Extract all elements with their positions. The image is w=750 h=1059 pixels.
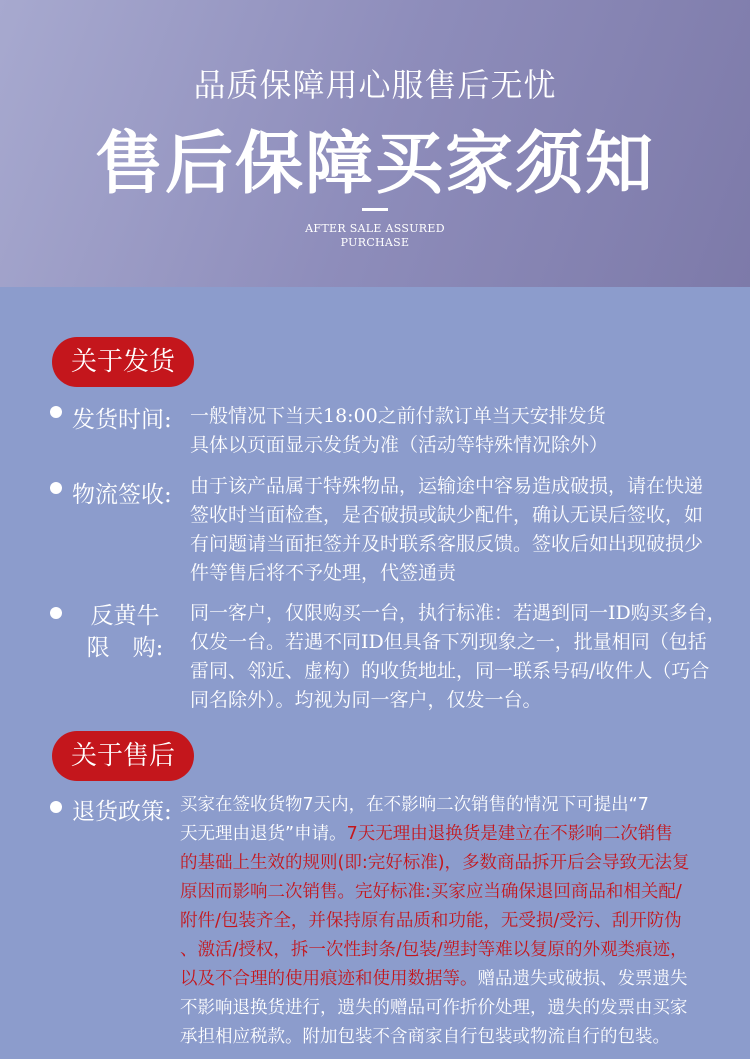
text-line-red: 、激活/授权，拆一次性封条/包装/塑封等难以复原的外观类痕迹，	[180, 940, 688, 960]
label-return-policy: 退货政策:	[72, 799, 172, 825]
header-subtitle: 品质保障用心服售后无忧	[193, 66, 557, 104]
bullet-dot	[50, 607, 62, 619]
text-line: 有问题请当面拒签并及时联系客服反馈。签收后如出现破损少	[190, 533, 704, 555]
text-line-red: 附件/包装齐全，并保持原有品质和功能，无受损/受污、刮开防伪	[180, 911, 682, 931]
text-white-span: 天无理由退货”申请。	[180, 824, 347, 844]
text-logistics	[190, 472, 703, 588]
text-line: 由于该产品属于特殊物品，运输途中容易造成破损，请在快递	[190, 475, 704, 497]
bullet-dot	[50, 482, 62, 494]
english-caption-line2: PURCHASE	[340, 236, 410, 249]
text-line: 仅发一台。若遇不同ID但具备下列现象之一，批量相同（包括	[190, 631, 707, 653]
text-line: 同一客户，仅限购买一台，执行标准：若遇到同一ID购买多台，	[190, 602, 726, 624]
bullet-dot	[50, 801, 62, 813]
label-ship-time: 发货时间:	[72, 407, 172, 433]
title-divider	[362, 208, 388, 211]
label-anti-scalper-line1: 反黄牛	[90, 603, 160, 629]
text-return-policy	[180, 791, 690, 1052]
label-logistics: 物流签收:	[72, 482, 172, 508]
text-white-span: 赠品遗失或破损、发票遗失	[477, 969, 688, 989]
text-line: 一般情况下当天18:00之前付款订单当天安排发货	[190, 405, 606, 427]
bullet-dot	[50, 406, 62, 418]
text-red-span: 7天无理由退换货是建立在不影响二次销售	[346, 824, 673, 844]
english-caption-line1: AFTER SALE ASSURED	[305, 222, 445, 235]
text-red-span: 以及不合理的使用痕迹和使用数据等。	[180, 969, 478, 989]
text-line: 件等售后将不予处理，代签通责	[190, 562, 457, 584]
text-ship-time	[190, 402, 608, 460]
text-line: 买家在签收货物7天内，在不影响二次销售的情况下可提出“7	[180, 795, 649, 815]
text-anti-scalper	[190, 599, 726, 715]
text-line-red: 的基础上生效的规则(即:完好标准)，多数商品拆开后会导致无法复	[180, 853, 690, 873]
section-heading-shipping: 关于发货	[52, 337, 194, 387]
text-line: 承担相应税款。附加包装不含商家自行包装或物流自行的包装。	[180, 1027, 670, 1047]
text-line: 具体以页面显示发货为准（活动等特殊情况除外）	[190, 434, 609, 456]
label-anti-scalper-line2: 限 购:	[86, 635, 164, 661]
text-line: 不影响退换货进行，遗失的赠品可作折价处理，遗失的发票由买家	[180, 998, 688, 1018]
text-line: 雷同、邻近、虚构）的收货地址，同一联系号码/收件人（巧合	[190, 660, 710, 682]
label-anti-scalper	[80, 600, 170, 664]
header-banner	[0, 0, 750, 287]
text-line-mixed	[180, 965, 690, 994]
text-line: 签收时当面检查，是否破损或缺少配件，确认无误后签收，如	[190, 504, 704, 526]
page-title: 售后保障买家须知	[94, 124, 655, 204]
text-line-mixed	[180, 820, 690, 849]
text-line: 同名除外）。均视为同一客户，仅发一台。	[190, 689, 542, 711]
section-heading-aftersales: 关于售后	[52, 731, 194, 781]
text-line-red: 原因而影响二次销售。完好标准:买家应当确保退回商品和相关配/	[180, 882, 682, 902]
